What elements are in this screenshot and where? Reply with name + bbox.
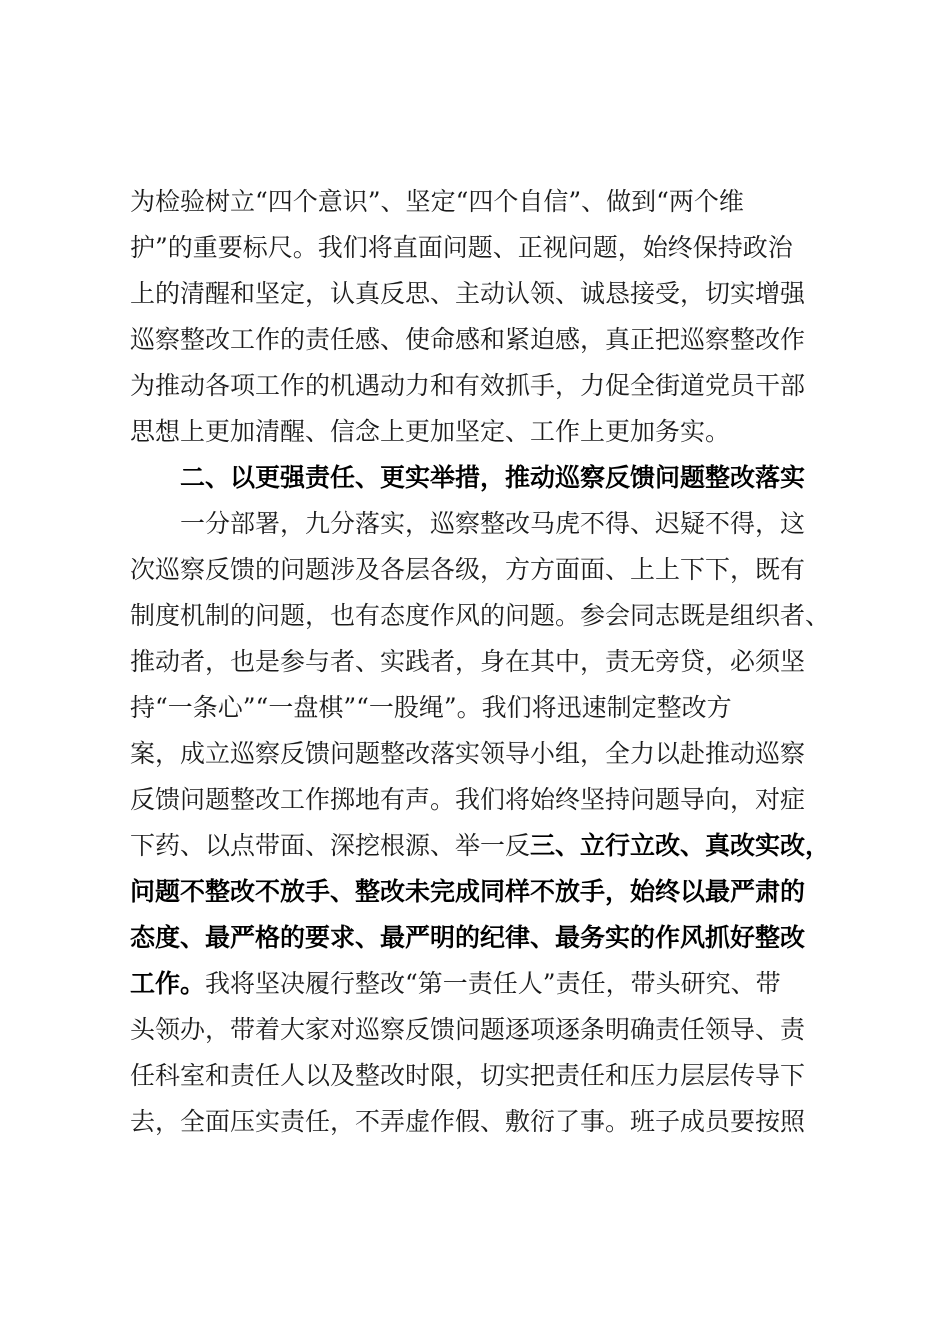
paragraph-line: 任科室和责任人以及整改时限，切实把责任和压力层层传导下 [130, 1061, 806, 1090]
paragraph-line: 为检验树立“四个意识”、坚定“四个自信”、做到“两个维 [130, 187, 744, 216]
paragraph-line: 持“一条心”“一盘棋”“一股绳”。我们将迅速制定整改方 [130, 693, 732, 722]
bold-text: 工作。 [130, 969, 206, 998]
paragraph-line: 头领办，带着大家对巡察反馈问题逐项逐条明确责任领导、责 [130, 1015, 806, 1044]
paragraph-line: 案，成立巡察反馈问题整改落实领导小组，全力以赴推动巡察 [130, 739, 806, 768]
paragraph-line: 上的清醒和坚定，认真反思、主动认领、诚恳接受，切实增强 [130, 279, 806, 308]
normal-text: 我将坚决履行整改“第一责任人”责任，带头研究、带 [205, 969, 781, 998]
paragraph-line: 一分部署，九分落实，巡察整改马虎不得、迟疑不得，这 [180, 509, 806, 538]
bold-paragraph-line: 问题不整改不放手、整改未完成同样不放手，始终以最严肃的 [130, 877, 806, 906]
paragraph-line: 巡察整改工作的责任感、使命感和紧迫感，真正把巡察整改作 [130, 325, 806, 354]
paragraph-line: 反馈问题整改工作掷地有声。我们将始终坚持问题导向，对症 [130, 785, 806, 814]
bold-paragraph-line: 态度、最严格的要求、最严明的纪律、最务实的作风抓好整改 [130, 923, 806, 952]
section-heading: 二、以更强责任、更实举措，推动巡察反馈问题整改落实 [180, 463, 806, 492]
paragraph-line: 推动者，也是参与者、实践者，身在其中，责无旁贷，必须坚 [130, 647, 806, 676]
paragraph-line: 去，全面压实责任，不弄虚作假、敷衍了事。班子成员要按照 [130, 1107, 806, 1136]
paragraph-line-mixed [130, 829, 830, 863]
paragraph-line: 次巡察反馈的问题涉及各层各级，方方面面、上上下下，既有 [130, 555, 806, 584]
bold-text: 三、立行立改、真改实改， [530, 831, 831, 860]
normal-text: 下药、以点带面、深挖根源、举一反 [130, 831, 531, 860]
paragraph-line: 护”的重要标尺。我们将直面问题、正视问题，始终保持政治 [130, 233, 793, 262]
paragraph-line: 制度机制的问题，也有态度作风的问题。参会同志既是组织者、 [130, 601, 831, 630]
paragraph-line: 思想上更加清醒、信念上更加坚定、工作上更加务实。 [130, 417, 731, 446]
paragraph-line-mixed [130, 967, 830, 1001]
paragraph-line: 为推动各项工作的机遇动力和有效抓手，力促全街道党员干部 [130, 371, 806, 400]
